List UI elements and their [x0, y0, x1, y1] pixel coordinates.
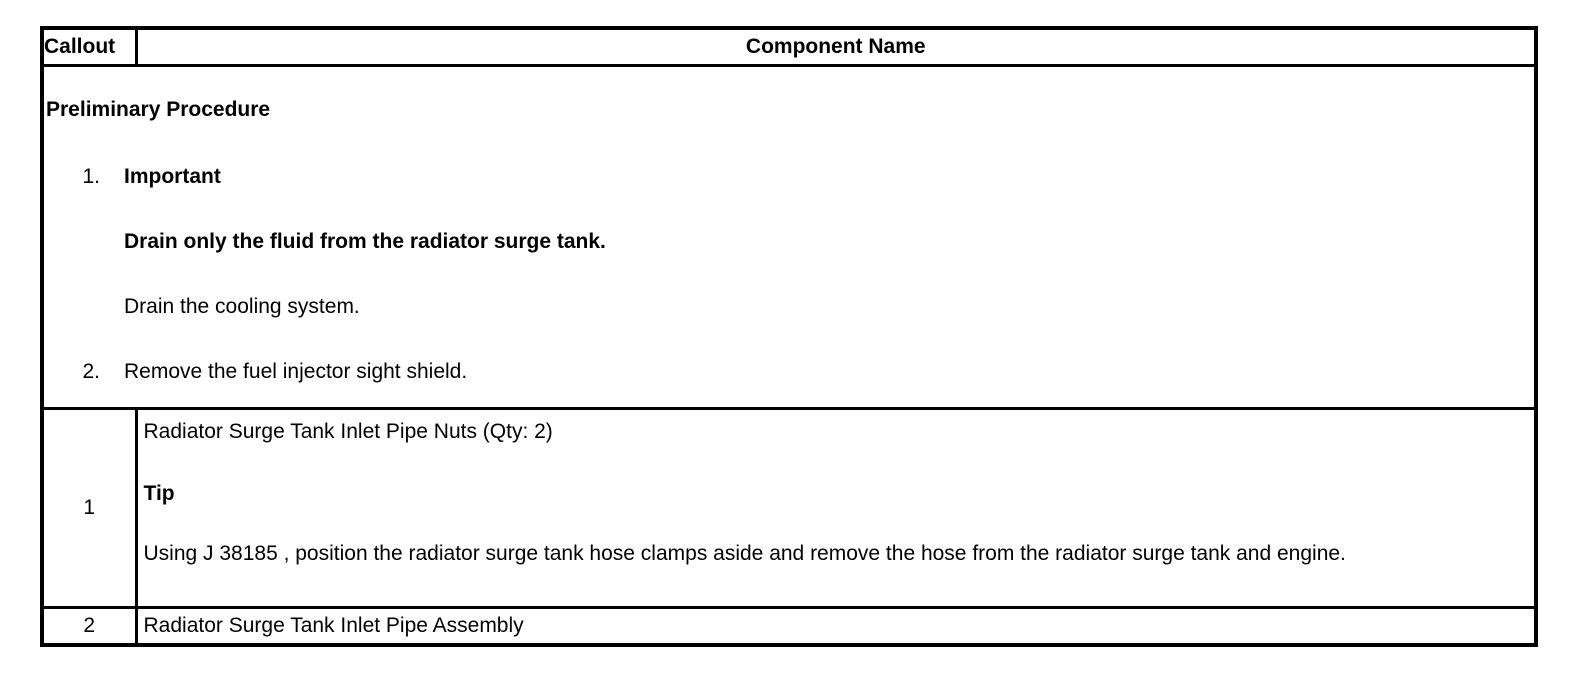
- callout-header: Callout: [42, 28, 136, 66]
- tip-text: Using J 38185 , position the radiator surge tank hose clamps aside and remove the hose from the radiator surge tank and engine.: [143, 542, 1346, 565]
- step-body: [124, 165, 606, 319]
- preliminary-step-2: [44, 360, 1534, 384]
- preliminary-step-1: [44, 165, 1534, 319]
- callout-cell: 2: [42, 608, 136, 646]
- component-name: Radiator Surge Tank Inlet Pipe Assembly: [136, 608, 1536, 646]
- table-row: [42, 608, 1536, 646]
- step-body: [124, 360, 467, 384]
- important-text: Drain only the fluid from the radiator surge tank.: [124, 230, 606, 253]
- table-row: [42, 409, 1536, 608]
- important-label: Important: [124, 165, 221, 188]
- step-text: Drain the cooling system.: [124, 295, 360, 318]
- callout-cell: 1: [42, 409, 136, 608]
- preliminary-procedure-title: Preliminary Procedure: [46, 98, 271, 121]
- header-row: [42, 28, 1536, 66]
- step-number: 2.: [82, 360, 100, 383]
- step-number: 1.: [82, 165, 100, 188]
- preliminary-row: [42, 66, 1536, 409]
- tip-label: Tip: [143, 482, 175, 505]
- procedure-table: [40, 26, 1538, 647]
- component-cell: [136, 409, 1536, 608]
- preliminary-procedure-cell: [42, 66, 1536, 409]
- component-name: Radiator Surge Tank Inlet Pipe Nuts (Qty: 2): [143, 420, 553, 443]
- step-text: Remove the fuel injector sight shield.: [124, 360, 468, 383]
- component-name-header: Component Name: [136, 28, 1536, 66]
